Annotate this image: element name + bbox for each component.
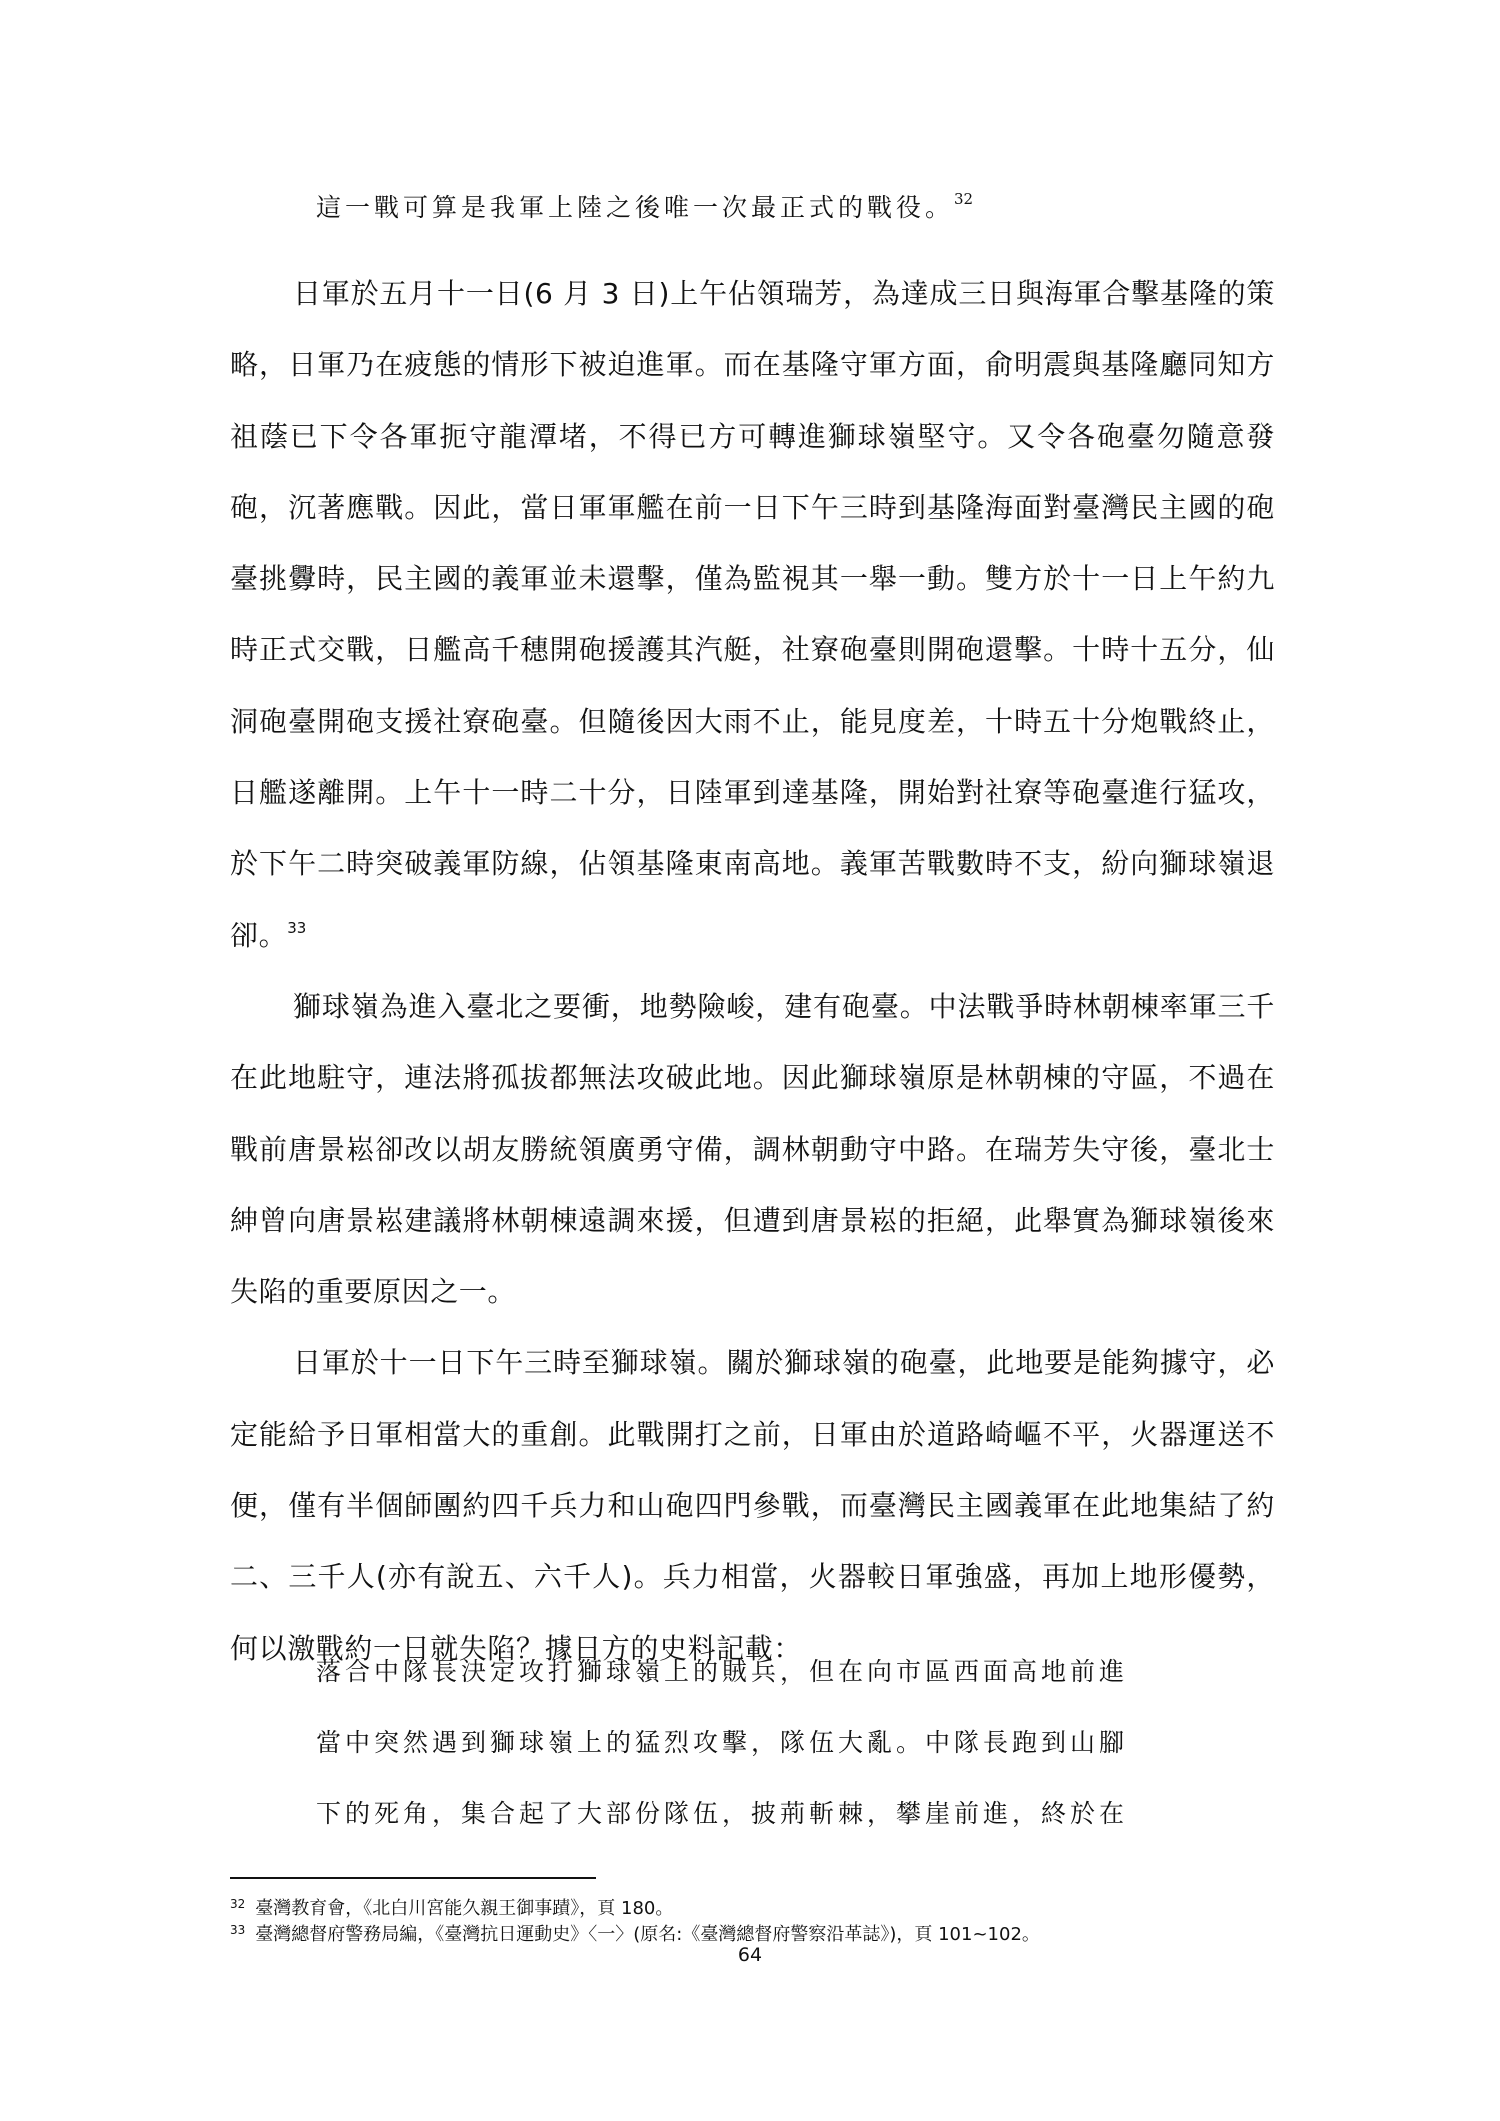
footnote-separator	[230, 1877, 596, 1879]
footnote-number: 32	[230, 1897, 246, 1911]
footnote	[230, 1892, 673, 1921]
page-number: 64	[737, 1944, 763, 1966]
footnote-ref: 32	[954, 190, 974, 208]
paragraph-text: 日軍於十一日下午三時至獅球嶺。關於獅球嶺的砲臺，此地要是能夠據守，必定能給予日軍相當大的重創。此戰開打之前，日軍由於道路崎嶇不平，火器運送不便，僅有半個師團約四千兵力和山砲四門參戰，而臺灣民主國義軍在此地集結了約二、三千人(亦有說五、六千人)。兵力相當，火器較日軍強盛，再加上地形優勢，何以激戰約一日就失陷？據日方的史料記載：	[230, 1346, 1275, 1665]
block-quote-line: 落合中隊長決定攻打獅球嶺上的賊兵，但在向市區西面高地前進	[316, 1657, 1129, 1686]
quotation-line	[316, 188, 973, 224]
block-quote-line: 當中突然遇到獅球嶺上的猛烈攻擊，隊伍大亂。中隊長跑到山腳	[316, 1728, 1129, 1757]
paragraph	[230, 1327, 1275, 1683]
block-quote	[316, 1636, 1128, 1849]
footnote-ref: 33	[287, 918, 307, 937]
footnote-text: 臺灣總督府警務局編，《臺灣抗日運動史》〈一〉(原名:《臺灣總督府警察沿革誌》)，頁 101~102。	[255, 1924, 1040, 1945]
paragraph	[230, 258, 1275, 971]
footnote-text: 臺灣教育會，《北白川宮能久親王御事蹟》，頁 180。	[255, 1898, 674, 1919]
paragraph	[230, 971, 1275, 1327]
footnote-number: 33	[230, 1923, 246, 1937]
block-quote-line: 下的死角，集合起了大部份隊伍，披荊斬棘，攀崖前進，終於在	[316, 1799, 1129, 1828]
paragraph-text: 日軍於五月十一日(6 月 3 日)上午佔領瑞芳，為達成三日與海軍合擊基隆的策略，日軍乃在疲態的情形下被迫進軍。而在基隆守軍方面，俞明震與基隆廳同知方祖蔭已下令各軍扼守龍潭堵，不得已方可轉進獅球嶺堅守。又令各砲臺勿隨意發砲，沉著應戰。因此，當日軍軍艦在前一日下午三時到基隆海面對臺灣民主國的砲臺挑釁時，民主國的義軍並未還擊，僅為監視其一舉一動。雙方於十一日上午約九時正式交戰，日艦高千穗開砲援護其汽艇，社寮砲臺則開砲還擊。十時十五分，仙洞砲臺開砲支援社寮砲臺。但隨後因大雨不止，能見度差，十時五十分炮戰終止，日艦遂離開。上午十一時二十分，日陸軍到達基隆，開始對社寮等砲臺進行猛攻，於下午二時突破義軍防線，佔領基隆東南高地。義軍苦戰數時不支，紛向獅球嶺退卻。	[230, 277, 1275, 952]
footnote	[230, 1918, 1040, 1947]
quotation-text: 這一戰可算是我軍上陸之後唯一次最正式的戰役。	[316, 193, 955, 222]
body-text	[230, 258, 1275, 1684]
paragraph-text: 獅球嶺為進入臺北之要衝，地勢險峻，建有砲臺。中法戰爭時林朝棟率軍三千在此地駐守，連法將孤拔都無法攻破此地。因此獅球嶺原是林朝棟的守區，不過在戰前唐景崧卻改以胡友勝統領廣勇守備，調林朝動守中路。在瑞芳失守後，臺北士紳曾向唐景崧建議將林朝棟遠調來援，但遭到唐景崧的拒絕，此舉實為獅球嶺後來失陷的重要原因之一。	[230, 989, 1275, 1309]
